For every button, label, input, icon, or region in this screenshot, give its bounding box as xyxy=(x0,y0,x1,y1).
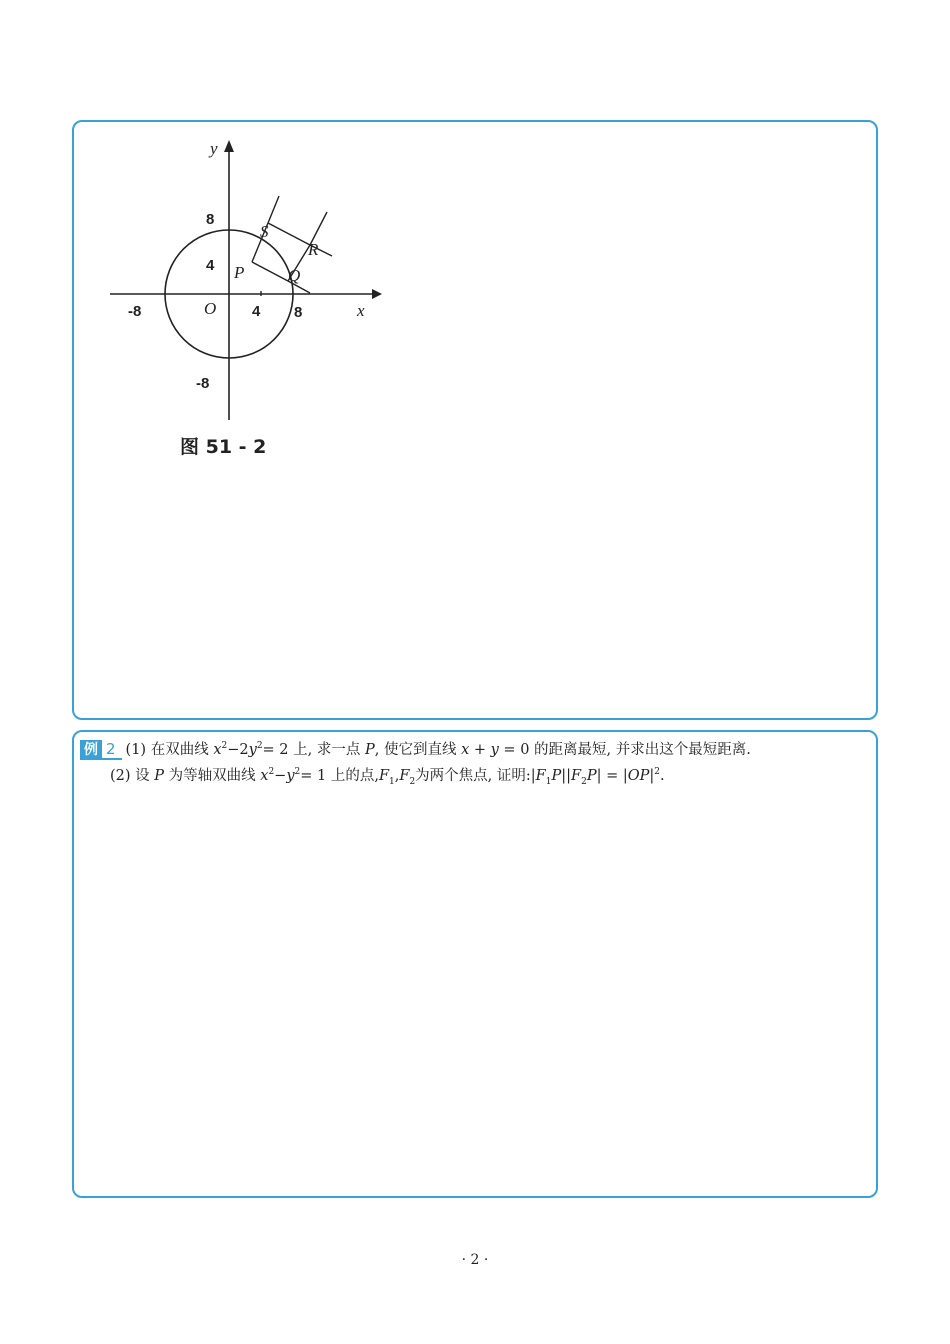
p1-var-y: y xyxy=(248,742,257,758)
problem-part-2 xyxy=(110,766,665,786)
p1-text-minus2: −2 xyxy=(227,742,249,758)
axis-label-x: x xyxy=(357,301,365,320)
p2-text-bar: | xyxy=(649,768,655,784)
p2-var-Pc: P xyxy=(586,768,597,784)
point-label-Q: Q xyxy=(288,266,301,285)
point-label-R: R xyxy=(308,240,319,259)
y-tick-neg8: -8 xyxy=(196,375,210,392)
example-number: 2 xyxy=(102,740,122,760)
x-tick-neg8: -8 xyxy=(128,303,142,320)
p2-var-x: x xyxy=(260,768,269,784)
y-tick-4: 4 xyxy=(206,257,215,274)
p2-text-comma: , xyxy=(394,768,400,784)
x-arrow-icon xyxy=(372,289,382,299)
p1-text-a: (1) 在双曲线 xyxy=(125,742,209,758)
p1-var-y2: y xyxy=(490,742,499,758)
point-label-P: P xyxy=(234,263,245,282)
p1-var-P: P xyxy=(364,742,375,758)
figure-51-2 xyxy=(110,136,400,466)
p2-text-a: (2) 设 xyxy=(110,768,150,784)
p2-text-end: . xyxy=(660,768,665,784)
p1-sup-2: 2 xyxy=(256,741,263,752)
p2-var-P: P xyxy=(154,768,165,784)
p2-var-OP: OP xyxy=(627,768,650,784)
page-number: · 2 · xyxy=(461,1252,489,1268)
p2-sup-2: 2 xyxy=(294,767,301,778)
p2-var-F2b: F xyxy=(571,768,582,784)
p2-text-bars: || xyxy=(561,768,572,784)
segment-PQ xyxy=(252,262,288,281)
figure-caption: 图 51 - 2 xyxy=(180,436,267,458)
example-tag: 例 xyxy=(80,740,102,760)
problem-part-1 xyxy=(80,740,751,760)
p2-var-F1b: F xyxy=(535,768,546,784)
p2-text-c: = 1 上的点, xyxy=(300,768,379,784)
x-tick-4: 4 xyxy=(252,303,261,320)
y-tick-8: 8 xyxy=(206,211,215,228)
p1-var-x: x xyxy=(213,742,222,758)
p2-text-eq: | = | xyxy=(596,768,628,784)
circle-diagram xyxy=(110,136,400,436)
line-S-ext xyxy=(268,196,279,223)
p2-text-b: 为等轴双曲线 xyxy=(168,768,256,784)
p2-var-F2: F xyxy=(399,768,410,784)
p1-var-x2: x xyxy=(461,742,470,758)
p1-text-line: , 使它到直线 xyxy=(374,742,457,758)
segment-SR xyxy=(268,223,310,245)
p2-sub-2: 2 xyxy=(409,776,416,787)
p1-text-end: = 0 的距离最短, 并求出这个最短距离. xyxy=(498,742,751,758)
p2-sub-1b: 1 xyxy=(545,776,552,787)
example-2-box xyxy=(72,730,878,1198)
p1-text-eq: = 2 上, 求一点 xyxy=(262,742,361,758)
point-label-S: S xyxy=(260,222,269,241)
p2-sup-3: 2 xyxy=(654,767,660,778)
solution-box-1 xyxy=(72,120,878,720)
p2-var-Pb: P xyxy=(551,768,562,784)
x-tick-8: 8 xyxy=(294,304,303,321)
origin-label: O xyxy=(204,299,217,318)
p1-sup-1: 2 xyxy=(221,741,228,752)
p2-text-minus: − xyxy=(274,768,287,784)
axis-label-y: y xyxy=(210,139,218,158)
p2-sub-2b: 2 xyxy=(581,776,587,787)
p2-sub-1: 1 xyxy=(389,776,395,787)
p2-var-F1: F xyxy=(378,768,390,784)
p2-var-y: y xyxy=(286,768,295,784)
y-arrow-icon xyxy=(224,140,234,152)
p1-text-plus: + xyxy=(469,742,491,758)
p2-text-d: 为两个焦点, 证明:| xyxy=(415,768,536,784)
p2-sup-1: 2 xyxy=(268,767,275,778)
